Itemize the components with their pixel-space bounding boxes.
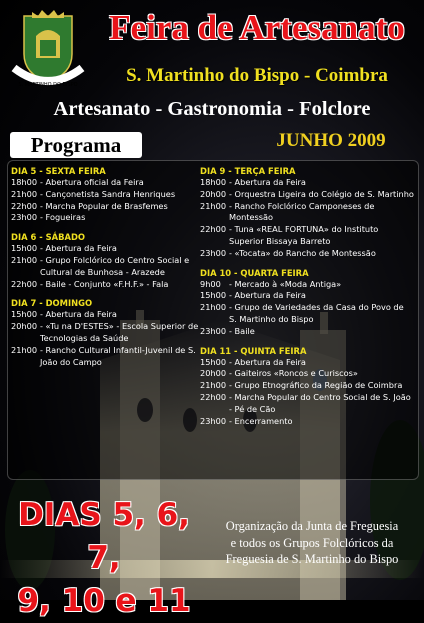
event-time: 18h00 (200, 177, 227, 187)
schedule-event (200, 357, 414, 369)
schedule-event (11, 177, 199, 189)
event-description: - «Tocata» do Rancho de Montessão (229, 247, 376, 258)
day-heading: DIA 6 - SÁBADO (11, 232, 86, 243)
event-description: - Tuna «REAL FORTUNA» do Instituto Superior Bissaya Barreto (229, 224, 379, 246)
event-description: - «Tu na D'ESTES» - Escola Superior de Tecnologias da Saúde (40, 321, 199, 343)
event-description: - Marcha Popular de Brasfemes (40, 200, 168, 211)
schedule-event (200, 177, 414, 189)
event-description: - Rancho Folclórico Camponeses de Montessão (229, 200, 375, 223)
day-heading: DIA 7 - DOMINGO (11, 298, 93, 309)
schedule-column-right (200, 166, 414, 427)
organizer-line-3: Freguesia de S. Martinho do Bispo (225, 552, 399, 566)
schedule-event (200, 416, 414, 428)
schedule-event (200, 392, 414, 416)
event-description: - Abertura oficial da Feira (40, 177, 144, 187)
event-time: 21h00 (200, 302, 227, 313)
schedule-event (200, 248, 414, 260)
event-description: - Encerramento (229, 415, 293, 426)
crest-motto: S. MARTINHO DO BISPO (18, 82, 78, 88)
event-description: - Rancho Cultural Infantil-Juvenil de S. João do Campo (40, 344, 196, 367)
schedule-event (11, 212, 199, 224)
event-time: 23h00 (200, 415, 227, 426)
schedule-event (11, 345, 199, 369)
event-description: - Fogueiras (40, 212, 86, 223)
event-time: 21h00 (11, 188, 38, 199)
schedule-event (11, 201, 199, 213)
schedule-event (200, 380, 414, 392)
event-time: 23h00 (11, 212, 38, 223)
schedule-event (200, 189, 414, 201)
event-time: 21h00 (200, 200, 227, 211)
event-time: 22h00 (200, 391, 227, 402)
event-description: - Baile - Conjunto «F.H.F.» - Fala (40, 278, 169, 289)
poster-title: Feira de Artesanato (109, 8, 405, 47)
event-time: 21h00 (11, 344, 38, 355)
day-heading: DIA 9 - TERÇA FEIRA (200, 166, 296, 176)
event-description: - Cançonetista Sandra Henriques (40, 188, 176, 199)
dates-headline (6, 494, 202, 623)
schedule-event (11, 279, 199, 291)
event-description: - Marcha Popular do Centro Social de S. João - Pé de Cão (229, 391, 411, 414)
event-time: 15h00 (200, 356, 227, 367)
event-time: 9h00 (200, 278, 221, 289)
event-time: 20h00 (11, 321, 38, 332)
month-label: JUNHO 2009 (276, 130, 386, 151)
crest-icon (6, 6, 90, 90)
dates-line-1: DIAS 5, 6, 7, (18, 497, 190, 576)
dates-line-2: 9, 10 e 11 (17, 583, 191, 619)
schedule-column-left (11, 166, 199, 368)
event-description: - Grupo Folclórico do Centro Social e Cultural de Bunhosa - Arazede (40, 254, 190, 277)
schedule-event (11, 321, 199, 345)
event-time: 21h00 (200, 380, 227, 391)
organizer-line-2: e todos os Grupos Folclóricos da (230, 535, 394, 550)
event-time: 20h00 (200, 368, 227, 379)
day-heading: DIA 10 - QUARTA FEIRA (200, 267, 309, 278)
event-time: 18h00 (11, 177, 38, 187)
themes-line: Artesanato - Gastronomia - Folclore (53, 98, 371, 120)
schedule-event (11, 309, 199, 321)
schedule-event (200, 290, 414, 302)
event-time: 22h00 (200, 224, 227, 235)
event-description: - Abertura da Feira (229, 177, 306, 187)
schedule-event (11, 255, 199, 279)
event-description: - Abertura da Feira (40, 243, 117, 254)
day-heading: DIA 5 - SEXTA FEIRA (11, 166, 106, 176)
event-time: 15h00 (11, 309, 38, 320)
schedule-event (200, 279, 414, 291)
event-description: - Abertura da Feira (40, 309, 117, 320)
event-description: - Orquestra Ligeira do Colégio de S. Martinho (229, 188, 414, 199)
event-time: 22h00 (11, 200, 38, 211)
program-label: Programa (30, 133, 122, 157)
day-heading: DIA 11 - QUINTA FEIRA (200, 345, 307, 356)
schedule-event (200, 326, 414, 338)
event-time: 22h00 (11, 278, 38, 289)
schedule-event (200, 302, 414, 326)
event-description: - Abertura da Feira (229, 290, 306, 301)
organizer-line-1: Organização da Junta de Freguesia (225, 519, 399, 533)
event-description: - Gaiteiros «Roncos e Curiscos» (229, 368, 358, 379)
schedule-event (200, 368, 414, 380)
schedule-event (200, 201, 414, 225)
event-time: 23h00 (200, 325, 227, 336)
schedule-event (200, 224, 414, 248)
schedule-event (11, 189, 199, 201)
poster-subtitle: S. Martinho do Bispo - Coimbra (126, 65, 388, 86)
event-time: 20h00 (200, 188, 227, 199)
event-description: - Abertura da Feira (229, 356, 306, 367)
event-time: 21h00 (11, 254, 38, 265)
event-description: - Baile (229, 325, 255, 336)
event-time: 15h00 (11, 243, 38, 254)
event-description: - Grupo Etnográfico da Região de Coimbra (229, 380, 403, 391)
organizer-text (200, 518, 424, 568)
event-time: 23h00 (200, 247, 227, 258)
event-time: 15h00 (200, 290, 227, 301)
event-description: - Mercado à «Moda Antiga» (229, 278, 342, 289)
schedule-event (11, 243, 199, 255)
event-description: - Grupo de Variedades da Casa do Povo de S. Martinho do Bispo (229, 302, 404, 324)
